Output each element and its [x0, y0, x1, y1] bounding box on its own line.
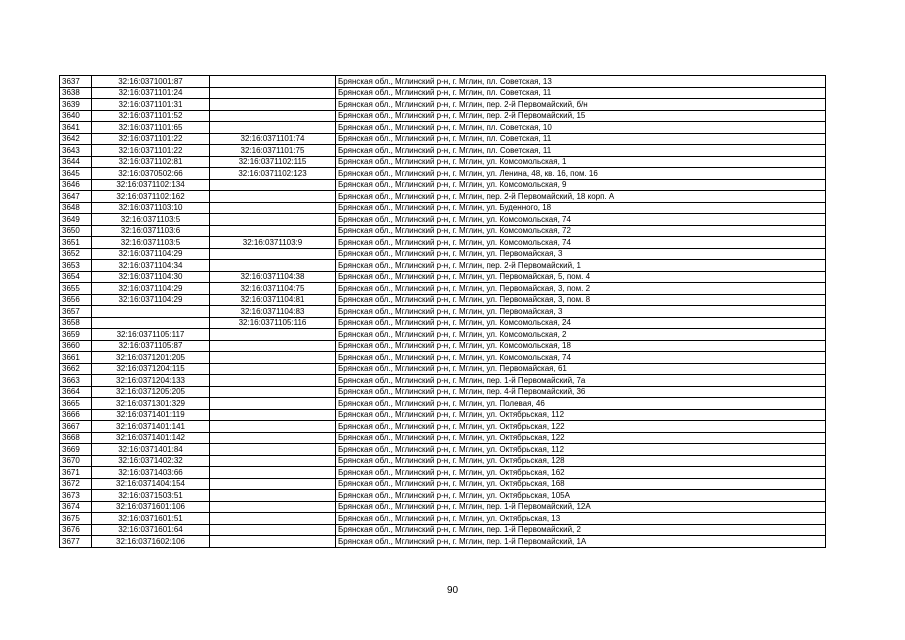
address-cell: Брянская обл., Мглинский р-н, г. Мглин, пл. Советская, 11 [336, 145, 826, 157]
table-row [60, 513, 826, 525]
related-cadastral-number-cell [210, 444, 336, 456]
cadastral-number-cell: 32:16:0371102:162 [92, 191, 210, 203]
row-number-cell: 3642 [60, 133, 92, 145]
row-number-cell: 3659 [60, 329, 92, 341]
cadastral-number-cell: 32:16:0371601:51 [92, 513, 210, 525]
row-number-cell: 3675 [60, 513, 92, 525]
row-number-cell: 3655 [60, 283, 92, 295]
table-row [60, 248, 826, 260]
related-cadastral-number-cell: 32:16:0371103:9 [210, 237, 336, 249]
address-cell: Брянская обл., Мглинский р-н, г. Мглин, ул. Октябрьская, 122 [336, 432, 826, 444]
related-cadastral-number-cell [210, 467, 336, 479]
address-cell: Брянская обл., Мглинский р-н, г. Мглин, пер. 4-й Первомайский, 36 [336, 386, 826, 398]
related-cadastral-number-cell [210, 225, 336, 237]
row-number-cell: 3668 [60, 432, 92, 444]
cadastral-number-cell: 32:16:0371101:24 [92, 87, 210, 99]
address-cell: Брянская обл., Мглинский р-н, г. Мглин, пл. Советская, 11 [336, 133, 826, 145]
related-cadastral-number-cell [210, 110, 336, 122]
row-number-cell: 3653 [60, 260, 92, 272]
address-cell: Брянская обл., Мглинский р-н, г. Мглин, ул. Октябрьская, 112 [336, 409, 826, 421]
related-cadastral-number-cell: 32:16:0371105:116 [210, 317, 336, 329]
related-cadastral-number-cell [210, 375, 336, 387]
address-cell: Брянская обл., Мглинский р-н, г. Мглин, ул. Октябрьская, 13 [336, 513, 826, 525]
cadastral-number-cell: 32:16:0371103:10 [92, 202, 210, 214]
related-cadastral-number-cell [210, 490, 336, 502]
table-row [60, 386, 826, 398]
related-cadastral-number-cell: 32:16:0371104:75 [210, 283, 336, 295]
related-cadastral-number-cell [210, 179, 336, 191]
related-cadastral-number-cell [210, 99, 336, 111]
table-row [60, 260, 826, 272]
related-cadastral-number-cell [210, 513, 336, 525]
cadastral-number-cell: 32:16:0371403:66 [92, 467, 210, 479]
cadastral-number-cell: 32:16:0371103:5 [92, 237, 210, 249]
row-number-cell: 3660 [60, 340, 92, 352]
related-cadastral-number-cell [210, 409, 336, 421]
address-cell: Брянская обл., Мглинский р-н, г. Мглин, ул. Комсомольская, 74 [336, 214, 826, 226]
related-cadastral-number-cell: 32:16:0371104:83 [210, 306, 336, 318]
address-cell: Брянская обл., Мглинский р-н, г. Мглин, пер. 2-й Первомайский, 15 [336, 110, 826, 122]
related-cadastral-number-cell: 32:16:0371102:115 [210, 156, 336, 168]
table-row [60, 398, 826, 410]
table-row [60, 271, 826, 283]
cadastral-number-cell: 32:16:0371402:32 [92, 455, 210, 467]
address-cell: Брянская обл., Мглинский р-н, г. Мглин, ул. Ленина, 48, кв. 16, пом. 16 [336, 168, 826, 180]
address-cell: Брянская обл., Мглинский р-н, г. Мглин, ул. Комсомольская, 18 [336, 340, 826, 352]
row-number-cell: 3646 [60, 179, 92, 191]
address-cell: Брянская обл., Мглинский р-н, г. Мглин, ул. Первомайская, 3 [336, 248, 826, 260]
cadastral-number-cell [92, 317, 210, 329]
table-row [60, 179, 826, 191]
related-cadastral-number-cell [210, 536, 336, 548]
cadastral-number-cell: 32:16:0371601:106 [92, 501, 210, 513]
cadastral-number-cell: 32:16:0371001:87 [92, 76, 210, 88]
address-cell: Брянская обл., Мглинский р-н, г. Мглин, ул. Комсомольская, 72 [336, 225, 826, 237]
cadastral-number-cell: 32:16:0371401:142 [92, 432, 210, 444]
related-cadastral-number-cell [210, 501, 336, 513]
row-number-cell: 3662 [60, 363, 92, 375]
table-row [60, 145, 826, 157]
table-row [60, 352, 826, 364]
address-cell: Брянская обл., Мглинский р-н, г. Мглин, ул. Комсомольская, 74 [336, 352, 826, 364]
row-number-cell: 3651 [60, 237, 92, 249]
table-row [60, 156, 826, 168]
related-cadastral-number-cell [210, 524, 336, 536]
cadastral-number-cell: 32:16:0371102:81 [92, 156, 210, 168]
table-row [60, 444, 826, 456]
related-cadastral-number-cell [210, 340, 336, 352]
table-row [60, 375, 826, 387]
property-registry-table [59, 75, 826, 548]
cadastral-number-cell: 32:16:0371104:34 [92, 260, 210, 272]
table-row [60, 409, 826, 421]
cadastral-number-cell: 32:16:0371401:119 [92, 409, 210, 421]
row-number-cell: 3645 [60, 168, 92, 180]
address-cell: Брянская обл., Мглинский р-н, г. Мглин, ул. Октябрьская, 105А [336, 490, 826, 502]
table-row [60, 202, 826, 214]
row-number-cell: 3671 [60, 467, 92, 479]
row-number-cell: 3650 [60, 225, 92, 237]
table-row [60, 478, 826, 490]
table-row [60, 329, 826, 341]
related-cadastral-number-cell [210, 455, 336, 467]
related-cadastral-number-cell [210, 87, 336, 99]
address-cell: Брянская обл., Мглинский р-н, г. Мглин, пл. Советская, 10 [336, 122, 826, 134]
address-cell: Брянская обл., Мглинский р-н, г. Мглин, ул. Октябрьская, 168 [336, 478, 826, 490]
cadastral-number-cell: 32:16:0371101:22 [92, 145, 210, 157]
address-cell: Брянская обл., Мглинский р-н, г. Мглин, ул. Октябрьская, 122 [336, 421, 826, 433]
cadastral-number-cell: 32:16:0371201:205 [92, 352, 210, 364]
cadastral-number-cell: 32:16:0370502:66 [92, 168, 210, 180]
table-row [60, 455, 826, 467]
row-number-cell: 3664 [60, 386, 92, 398]
cadastral-number-cell: 32:16:0371104:29 [92, 294, 210, 306]
row-number-cell: 3657 [60, 306, 92, 318]
related-cadastral-number-cell [210, 202, 336, 214]
related-cadastral-number-cell [210, 478, 336, 490]
table-row [60, 536, 826, 548]
row-number-cell: 3656 [60, 294, 92, 306]
cadastral-number-cell: 32:16:0371104:30 [92, 271, 210, 283]
cadastral-number-cell: 32:16:0371101:52 [92, 110, 210, 122]
row-number-cell: 3652 [60, 248, 92, 260]
table-row [60, 306, 826, 318]
address-cell: Брянская обл., Мглинский р-н, г. Мглин, ул. Буденного, 18 [336, 202, 826, 214]
address-cell: Брянская обл., Мглинский р-н, г. Мглин, ул. Комсомольская, 9 [336, 179, 826, 191]
page-number: 90 [446, 585, 459, 596]
table-row [60, 317, 826, 329]
related-cadastral-number-cell [210, 363, 336, 375]
address-cell: Брянская обл., Мглинский р-н, г. Мглин, ул. Октябрьская, 112 [336, 444, 826, 456]
table-row [60, 110, 826, 122]
table-row [60, 363, 826, 375]
cadastral-number-cell: 32:16:0371105:87 [92, 340, 210, 352]
cadastral-number-cell: 32:16:0371102:134 [92, 179, 210, 191]
cadastral-number-cell: 32:16:0371401:84 [92, 444, 210, 456]
table-row [60, 237, 826, 249]
related-cadastral-number-cell [210, 398, 336, 410]
table-row [60, 467, 826, 479]
related-cadastral-number-cell [210, 260, 336, 272]
table-row [60, 87, 826, 99]
row-number-cell: 3665 [60, 398, 92, 410]
related-cadastral-number-cell [210, 76, 336, 88]
address-cell: Брянская обл., Мглинский р-н, г. Мглин, ул. Первомайская, 3, пом. 2 [336, 283, 826, 295]
row-number-cell: 3638 [60, 87, 92, 99]
cadastral-number-cell: 32:16:0371503:51 [92, 490, 210, 502]
row-number-cell: 3677 [60, 536, 92, 548]
row-number-cell: 3674 [60, 501, 92, 513]
cadastral-number-cell: 32:16:0371103:5 [92, 214, 210, 226]
address-cell: Брянская обл., Мглинский р-н, г. Мглин, пл. Советская, 11 [336, 87, 826, 99]
row-number-cell: 3658 [60, 317, 92, 329]
table-row [60, 421, 826, 433]
table-row [60, 168, 826, 180]
cadastral-number-cell: 32:16:0371104:29 [92, 283, 210, 295]
table-row [60, 99, 826, 111]
address-cell: Брянская обл., Мглинский р-н, г. Мглин, ул. Полевая, 46 [336, 398, 826, 410]
table-row [60, 214, 826, 226]
table-row [60, 122, 826, 134]
address-cell: Брянская обл., Мглинский р-н, г. Мглин, ул. Первомайская, 3, пом. 8 [336, 294, 826, 306]
cadastral-number-cell: 32:16:0371103:6 [92, 225, 210, 237]
address-cell: Брянская обл., Мглинский р-н, г. Мглин, пер. 1-й Первомайский, 2 [336, 524, 826, 536]
related-cadastral-number-cell [210, 214, 336, 226]
related-cadastral-number-cell [210, 191, 336, 203]
address-cell: Брянская обл., Мглинский р-н, г. Мглин, пер. 1-й Первомайский, 7а [336, 375, 826, 387]
table-row [60, 490, 826, 502]
row-number-cell: 3673 [60, 490, 92, 502]
row-number-cell: 3654 [60, 271, 92, 283]
table-row [60, 133, 826, 145]
address-cell: Брянская обл., Мглинский р-н, г. Мглин, пер. 1-й Первомайский, 12А [336, 501, 826, 513]
related-cadastral-number-cell [210, 248, 336, 260]
related-cadastral-number-cell [210, 421, 336, 433]
related-cadastral-number-cell [210, 352, 336, 364]
address-cell: Брянская обл., Мглинский р-н, г. Мглин, ул. Первомайская, 5, пом. 4 [336, 271, 826, 283]
address-cell: Брянская обл., Мглинский р-н, г. Мглин, ул. Комсомольская, 2 [336, 329, 826, 341]
cadastral-number-cell: 32:16:0371204:115 [92, 363, 210, 375]
address-cell: Брянская обл., Мглинский р-н, г. Мглин, ул. Комсомольская, 74 [336, 237, 826, 249]
related-cadastral-number-cell [210, 432, 336, 444]
address-cell: Брянская обл., Мглинский р-н, г. Мглин, пер. 1-й Первомайский, 1А [336, 536, 826, 548]
related-cadastral-number-cell: 32:16:0371101:74 [210, 133, 336, 145]
table-row [60, 501, 826, 513]
related-cadastral-number-cell [210, 329, 336, 341]
address-cell: Брянская обл., Мглинский р-н, г. Мглин, ул. Октябрьская, 162 [336, 467, 826, 479]
related-cadastral-number-cell [210, 122, 336, 134]
row-number-cell: 3637 [60, 76, 92, 88]
row-number-cell: 3641 [60, 122, 92, 134]
cadastral-number-cell: 32:16:0371601:64 [92, 524, 210, 536]
cadastral-number-cell: 32:16:0371401:141 [92, 421, 210, 433]
cadastral-number-cell: 32:16:0371101:22 [92, 133, 210, 145]
row-number-cell: 3649 [60, 214, 92, 226]
cadastral-number-cell: 32:16:0371101:31 [92, 99, 210, 111]
row-number-cell: 3644 [60, 156, 92, 168]
address-cell: Брянская обл., Мглинский р-н, г. Мглин, ул. Комсомольская, 24 [336, 317, 826, 329]
related-cadastral-number-cell: 32:16:0371104:81 [210, 294, 336, 306]
row-number-cell: 3670 [60, 455, 92, 467]
cadastral-number-cell: 32:16:0371602:106 [92, 536, 210, 548]
row-number-cell: 3666 [60, 409, 92, 421]
address-cell: Брянская обл., Мглинский р-н, г. Мглин, пер. 2-й Первомайский, 18 корп. А [336, 191, 826, 203]
row-number-cell: 3661 [60, 352, 92, 364]
address-cell: Брянская обл., Мглинский р-н, г. Мглин, пер. 2-й Первомайский, б/н [336, 99, 826, 111]
cadastral-number-cell: 32:16:0371205:205 [92, 386, 210, 398]
address-cell: Брянская обл., Мглинский р-н, г. Мглин, ул. Октябрьская, 128 [336, 455, 826, 467]
related-cadastral-number-cell: 32:16:0371104:38 [210, 271, 336, 283]
row-number-cell: 3640 [60, 110, 92, 122]
cadastral-number-cell: 32:16:0371204:133 [92, 375, 210, 387]
table-row [60, 283, 826, 295]
address-cell: Брянская обл., Мглинский р-н, г. Мглин, пер. 2-й Первомайский, 1 [336, 260, 826, 272]
row-number-cell: 3663 [60, 375, 92, 387]
table-row [60, 432, 826, 444]
row-number-cell: 3648 [60, 202, 92, 214]
cadastral-number-cell: 32:16:0371101:65 [92, 122, 210, 134]
table-row [60, 294, 826, 306]
cadastral-number-cell: 32:16:0371301:329 [92, 398, 210, 410]
related-cadastral-number-cell: 32:16:0371101:75 [210, 145, 336, 157]
row-number-cell: 3676 [60, 524, 92, 536]
address-cell: Брянская обл., Мглинский р-н, г. Мглин, пл. Советская, 13 [336, 76, 826, 88]
table-row [60, 191, 826, 203]
registry-table-body [60, 76, 826, 548]
related-cadastral-number-cell [210, 386, 336, 398]
cadastral-number-cell: 32:16:0371104:29 [92, 248, 210, 260]
address-cell: Брянская обл., Мглинский р-н, г. Мглин, ул. Комсомольская, 1 [336, 156, 826, 168]
related-cadastral-number-cell: 32:16:0371102:123 [210, 168, 336, 180]
cadastral-number-cell: 32:16:0371105:117 [92, 329, 210, 341]
row-number-cell: 3667 [60, 421, 92, 433]
row-number-cell: 3643 [60, 145, 92, 157]
row-number-cell: 3669 [60, 444, 92, 456]
table-row [60, 524, 826, 536]
row-number-cell: 3672 [60, 478, 92, 490]
address-cell: Брянская обл., Мглинский р-н, г. Мглин, ул. Первомайская, 3 [336, 306, 826, 318]
table-row [60, 225, 826, 237]
cadastral-number-cell: 32:16:0371404:154 [92, 478, 210, 490]
table-row [60, 340, 826, 352]
address-cell: Брянская обл., Мглинский р-н, г. Мглин, ул. Первомайская, 61 [336, 363, 826, 375]
row-number-cell: 3639 [60, 99, 92, 111]
cadastral-number-cell [92, 306, 210, 318]
table-row [60, 76, 826, 88]
row-number-cell: 3647 [60, 191, 92, 203]
